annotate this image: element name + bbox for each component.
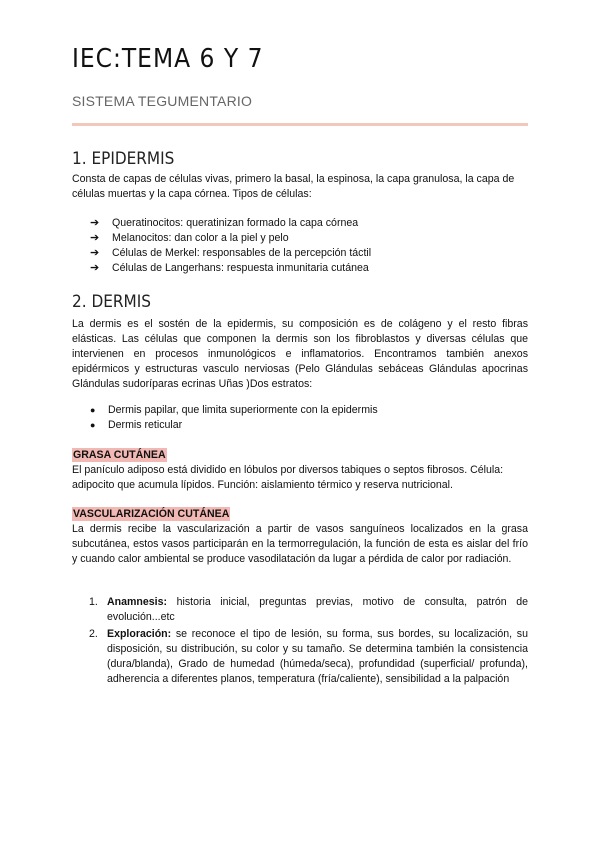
arrow-icon: ➔: [90, 217, 100, 229]
heading-grasa-cutanea: GRASA CUTÁNEA: [73, 449, 166, 461]
arrow-icon: ➔: [90, 262, 100, 274]
list-item: ● Dermis reticular: [90, 419, 183, 431]
heading-dermis: 2. DERMIS: [72, 292, 151, 312]
list-item: 1. Anamnesis: historia inicial, preguntas previas, motivo de consulta, patrón de evolución...etc: [89, 596, 528, 623]
epidermis-cell-list: [90, 216, 372, 276]
bullet-icon: ●: [90, 405, 96, 415]
document-subtitle: SISTEMA TEGUMENTARIO: [72, 93, 253, 109]
heading-vascularizacion: VASCULARIZACIÓN CUTÁNEA: [73, 508, 230, 520]
list-item: ➔ Melanocitos: dan color a la piel y pelo: [90, 232, 289, 244]
grasa-text: El panículo adiposo está dividido en lóbulos por diversos tabiques o septos fibrosos. Célula: adipocito que acumula lípidos. Función: aislamiento térmico y reserva nutricional.: [72, 464, 504, 491]
dermis-layer-list: [90, 403, 378, 433]
list-item: ● Dermis papilar, que limita superiormente con la epidermis: [90, 404, 378, 416]
epidermis-intro: Consta de capas de células vivas, primero la basal, la espinosa, la capa granulosa, la capa de células muertas y la capa córnea. Tipos de células:: [72, 173, 515, 200]
document-title: IEC:TEMA 6 Y 7: [72, 44, 264, 74]
bullet-icon: ●: [90, 420, 96, 430]
arrow-icon: ➔: [90, 232, 100, 244]
heading-epidermis: 1. EPIDERMIS: [72, 149, 175, 169]
list-item: ➔ Queratinocitos: queratinizan formado la capa córnea: [90, 217, 359, 229]
title-divider: [72, 123, 528, 126]
list-item: ➔ Células de Merkel: responsables de la percepción táctil: [90, 247, 372, 259]
exploration-steps-list: [89, 595, 528, 687]
arrow-icon: ➔: [90, 247, 100, 259]
list-item: 2. Exploración: se reconoce el tipo de lesión, su forma, sus bordes, su localización, su disposición, su distribución, su color y su tamaño. Se determina también la consistencia (dura/blanda), Grado de humedad (húmeda/seca), profundidad (superficial/ profunda), adherencia a diferentes planos, temperatura (fría/caliente), sensibilidad a la palpación: [89, 628, 528, 685]
vascular-text: La dermis recibe la vascularización a partir de vasos sanguíneos localizados en la grasa subcutánea, estos vasos participarán en la termorregulación, la función de esta es aislar del frío y cuando calor ambiental se produce vasodilatación da lugar a pérdida de calor por radiación.: [72, 523, 528, 565]
dermis-intro: La dermis es el sostén de la epidermis, su composición es de colágeno y el resto fibras elásticas. Las células que componen la dermis son los fibroblastos y diversas células que intervienen en procesos inmunológicos e inflamatorios. Encontramos también anexos epidérmicos y estructuras vasculo nerviosas (Pelo Glándulas sebáceas Glándulas apocrinas Glándulas sudoríparas ecrinas Uñas )Dos estratos:: [72, 318, 528, 390]
list-item: ➔ Células de Langerhans: respuesta inmunitaria cutánea: [90, 262, 369, 274]
